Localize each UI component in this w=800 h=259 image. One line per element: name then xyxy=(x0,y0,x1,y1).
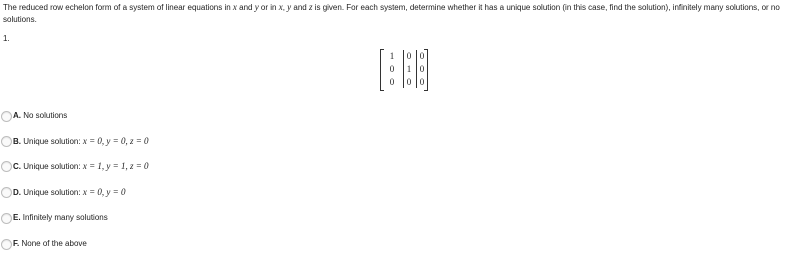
question-number: 1. xyxy=(3,34,10,43)
radio-button[interactable] xyxy=(1,161,12,172)
radio-button[interactable] xyxy=(1,136,12,147)
instructions-part: and xyxy=(291,3,309,12)
matrix-cell: 0 xyxy=(406,51,412,61)
matrix-cell: 1 xyxy=(389,51,395,61)
option-text: Unique solution: xyxy=(23,162,83,171)
matrix-cell: 0 xyxy=(419,64,425,74)
option-label xyxy=(13,211,108,225)
option-label xyxy=(13,185,125,200)
option-label xyxy=(13,159,149,174)
option-letter: C. xyxy=(13,162,21,171)
instructions-part: and xyxy=(236,3,255,12)
matrix-cell: 0 xyxy=(419,51,425,61)
matrix-left-bracket xyxy=(380,49,384,91)
instructions-text xyxy=(3,1,795,26)
instructions-part: or in xyxy=(258,3,279,12)
instructions-part: is given. For each system, determine whether it has a unique solution (in this case, find the solution), infinitely many solutions, or no solutions. xyxy=(3,3,780,24)
option-letter: F. xyxy=(13,239,20,248)
option-label xyxy=(13,237,87,251)
matrix-cell: 0 xyxy=(389,77,395,87)
variable-z: z xyxy=(308,2,313,12)
variable-x: x xyxy=(232,2,237,12)
option-text: No solutions xyxy=(23,111,68,120)
augmented-matrix xyxy=(380,49,428,90)
radio-button[interactable] xyxy=(1,111,12,122)
option-letter: D. xyxy=(13,188,21,197)
matrix-cell: 0 xyxy=(389,64,395,74)
option-math: x = 0, y = 0, z = 0 xyxy=(82,136,149,146)
matrix-cell: 0 xyxy=(419,77,425,87)
instructions-part: The reduced row echelon form of a system of linear equations in xyxy=(3,3,233,12)
variable-x: x xyxy=(278,2,283,12)
option-letter: E. xyxy=(13,213,21,222)
option-text: Unique solution: xyxy=(23,137,83,146)
option-label xyxy=(13,109,67,123)
radio-button[interactable] xyxy=(1,239,12,250)
option-label xyxy=(13,134,149,149)
radio-button[interactable] xyxy=(1,213,12,224)
option-letter: B. xyxy=(13,137,21,146)
matrix-cell: 0 xyxy=(406,77,412,87)
option-math: x = 0, y = 0 xyxy=(82,187,126,197)
variable-y: y xyxy=(287,2,292,12)
matrix-cell: 1 xyxy=(406,64,412,74)
option-text: Unique solution: xyxy=(23,188,83,197)
instructions-part: , xyxy=(282,3,288,12)
radio-button[interactable] xyxy=(1,187,12,198)
option-letter: A. xyxy=(13,111,21,120)
option-text: Infinitely many solutions xyxy=(22,213,108,222)
option-text: None of the above xyxy=(21,239,87,248)
variable-y: y xyxy=(254,2,259,12)
option-math: x = 1, y = 1, z = 0 xyxy=(82,161,149,171)
